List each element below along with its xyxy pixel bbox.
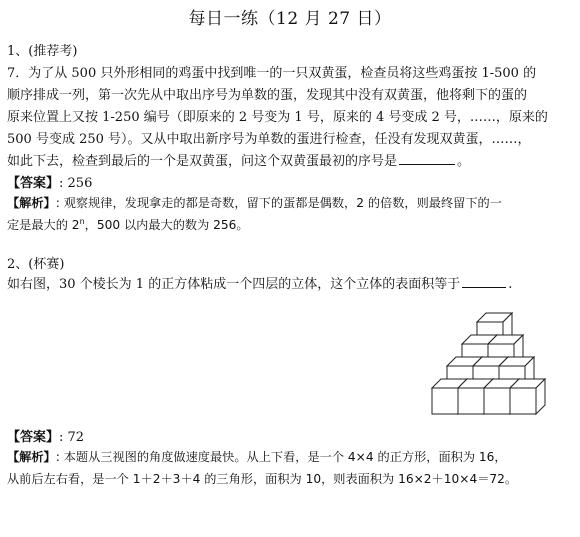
q1-analysis-text-1: : 观察规律，发现拿走的都是奇数，留下的蛋都是偶数，2 的倍数，则最终留下的一 [55,196,502,210]
q1-answer-value: : 256 [59,176,93,191]
q1-line-5-text: 如此下去，检查到最后的一个是双黄蛋，问这个双黄蛋最初的序号是 [7,154,398,169]
q1-line-3: 原来位置上又按 1-250 编号（即原来的 2 号变为 1 号，原来的 4 号变成 2 号，……，原来的 [7,110,548,125]
q2-analysis-line-2: 从前后左右看，是一个 1＋2＋3＋4 的三角形，面积为 10，则表面积为 16×2＋10×4＝72。 [7,472,518,486]
section1-header: 1、(推荐考) [7,44,78,59]
section2-header: 2、(杯赛) [7,257,65,272]
q1-line-4: 500 号变成 250 号）。又从中取出新序号为单数的蛋进行检查，任没有发现双黄蛋，……， [7,132,531,147]
q2-answer-value: : 72 [59,430,85,445]
q1-analysis-line-2 [7,216,249,233]
q1-analysis-text-2b: ，500 以内最大的数为 256。 [84,218,249,232]
q1-answer-label: 【答案】 [7,176,60,191]
q2-line-1 [7,273,512,292]
q1-analysis-line-1 [7,194,502,211]
q2-answer-label: 【答案】 [7,430,60,445]
q1-answer [7,172,92,191]
q2-line-1-end: . [508,277,513,292]
answer-blank [462,286,506,288]
q1-line-1: 7．为了从 500 只外形相同的鸡蛋中找到唯一的一只双黄蛋，检查员将这些鸡蛋按 1-500 的 [7,66,537,81]
q1-line-2: 顺序排成一列，第一次先从中取出序号为单数的蛋，发现其中没有双黄蛋，他将剩下的蛋的 [7,88,528,103]
q2-answer [7,426,84,445]
q1-line-5-end: 。 [457,154,471,169]
q1-line-5 [7,150,470,169]
q1-analysis-text-2a: 定是最大的 2 [7,218,80,232]
page-title: 每日一练（12 月 27 日） [188,9,392,29]
q2-analysis-text-1: : 本题从三视图的角度做速度最快。从上下看，是一个 4×4 的正方形，面积为 16， [55,450,507,464]
q2-analysis-label: 【解析】 [7,450,56,464]
q2-analysis-line-1 [7,448,507,465]
cube-layers [432,313,545,414]
answer-blank [399,163,455,165]
q1-analysis-label: 【解析】 [7,196,56,210]
cube [510,379,545,414]
cube-pyramid-figure [430,294,570,420]
q1-analysis-superscript: n [79,216,85,226]
q2-line-1-text: 如右图，30 个棱长为 1 的正方体粘成一个四层的立体，这个立体的表面积等于 [7,277,461,292]
